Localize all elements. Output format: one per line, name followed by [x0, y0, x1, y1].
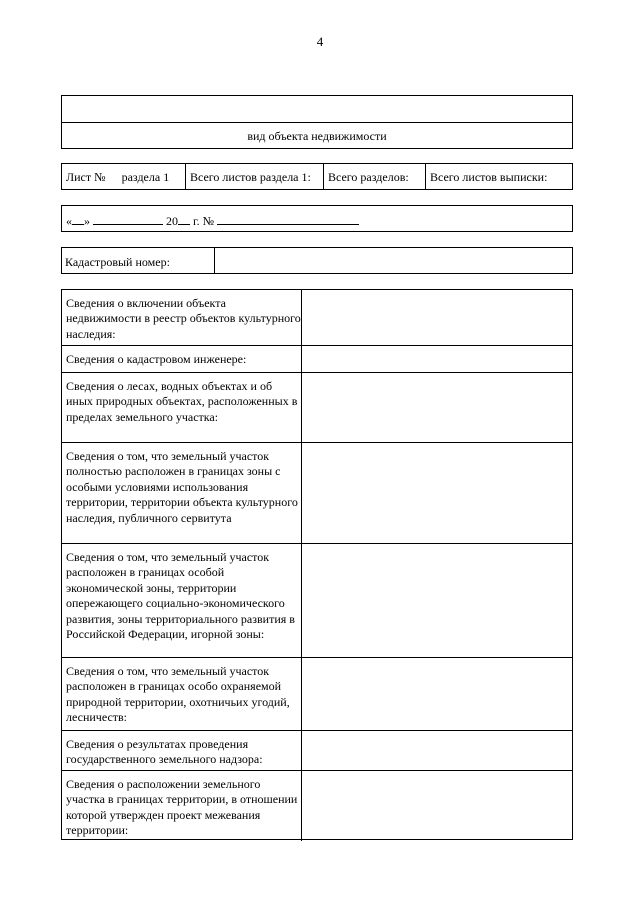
quote-open: «	[66, 214, 72, 228]
row-label: Сведения о кадастровом инженере:	[62, 346, 302, 372]
table-row	[62, 658, 572, 731]
row-label: Сведения о расположении земельного участка в границах территории, в отношении которой утвержден проект межевания территории:	[62, 771, 302, 841]
row-value	[302, 346, 572, 372]
table-row	[62, 346, 572, 373]
row-label: Сведения о лесах, водных объектах и об иных природных объектах, расположенных в пределах земельного участка:	[62, 373, 302, 442]
row-label: Сведения о том, что земельный участок расположен в границах особой экономической зоны, территории опережающего социально-экономического развития, зоны территориального развития в Российской Федерации, игорной зоны:	[62, 544, 302, 657]
object-type-label: вид объекта недвижимости	[247, 129, 387, 143]
row-label: Сведения о том, что земельный участок расположен в границах особо охраняемой природной территории, охотничьих угодий, лесничеств:	[62, 658, 302, 730]
total-sections-label: Всего разделов:	[324, 164, 426, 189]
total-sheets-section-label: Всего листов раздела 1:	[186, 164, 324, 189]
date-number-line	[61, 205, 573, 232]
page-number: 4	[316, 34, 324, 49]
year-prefix: 20	[166, 214, 178, 228]
number-blank	[217, 213, 359, 225]
sheet-info-row	[61, 163, 573, 190]
sheet-number-label: Лист №	[66, 170, 106, 184]
cadastral-number-row	[61, 247, 573, 274]
object-type-header	[61, 95, 573, 149]
table-row	[62, 544, 572, 658]
header-divider	[62, 122, 572, 123]
table-row	[62, 290, 572, 346]
row-value	[302, 544, 572, 657]
table-row	[62, 731, 572, 771]
quote-close: »	[84, 214, 90, 228]
number-label: г. №	[193, 214, 215, 228]
year-blank	[178, 213, 190, 225]
row-label: Сведения о результатах проведения государственного земельного надзора:	[62, 731, 302, 770]
day-blank	[72, 213, 84, 225]
row-value	[302, 290, 572, 345]
cadastral-number-label: Кадастровый номер:	[62, 248, 215, 273]
table-row	[62, 771, 572, 841]
row-value	[302, 443, 572, 543]
table-row	[62, 443, 572, 544]
month-blank	[93, 213, 163, 225]
row-value	[302, 373, 572, 442]
row-value	[302, 731, 572, 770]
row-value	[302, 658, 572, 730]
row-value	[302, 771, 572, 841]
sheet-number-cell	[62, 164, 186, 189]
section-label: раздела 1	[121, 170, 170, 184]
cadastral-number-value	[215, 248, 572, 273]
info-table	[61, 289, 573, 840]
table-row	[62, 373, 572, 443]
row-label: Сведения о том, что земельный участок полностью расположен в границах зоны с особыми условиями использования территории, территории объекта культурного наследия, публичного сервитута	[62, 443, 302, 543]
total-sheets-extract-label: Всего листов выписки:	[430, 170, 548, 184]
row-label: Сведения о включении объекта недвижимости в реестр объектов культурного наследия:	[62, 290, 302, 345]
